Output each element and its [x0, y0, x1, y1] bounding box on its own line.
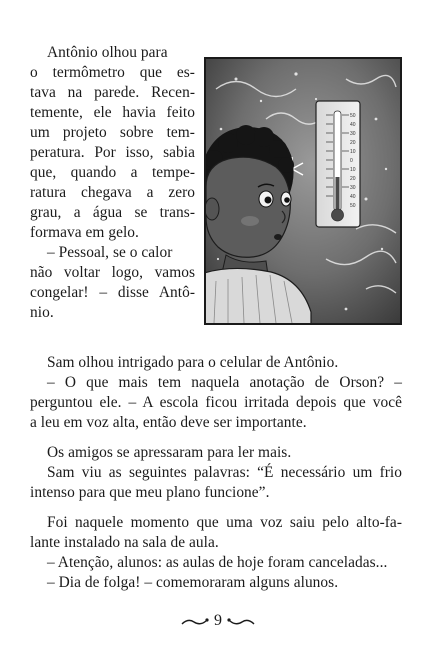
page-number: 9: [214, 612, 222, 629]
text-line: Foi naquele momento que uma voz saiu pelo alto-fa-: [47, 514, 402, 531]
text-line: – O que mais tem naquela anotação de Orson? –: [47, 374, 402, 391]
text-line: formava em gelo.: [30, 224, 139, 241]
text-line: o termômetro que es-: [30, 64, 195, 81]
right-ornament-icon: [226, 616, 256, 628]
text-line: Sam olhou intrigado para o celular de Antônio.: [47, 354, 339, 371]
text-line: peratura. Por isso, sabia: [30, 144, 195, 161]
thermo-label: 0: [350, 158, 353, 164]
text-line: – Dia de folga! – comemoraram alguns alunos.: [47, 574, 339, 591]
text-line: temente, ele havia feito: [30, 104, 195, 121]
text-line: – Pessoal, se o calor: [47, 244, 173, 261]
illustration-antonio-thermometer: [204, 57, 402, 325]
text-line: lante instalado na sala de aula.: [30, 534, 219, 551]
thermo-label: 20: [350, 176, 356, 182]
page-footer: [0, 612, 436, 640]
thermo-label: 10: [350, 167, 356, 173]
text-line: – Atenção, alunos: as aulas de hoje foram canceladas...: [47, 554, 388, 571]
text-line: tava na parede. Recen-: [30, 84, 195, 101]
text-line: Sam viu as seguintes palavras: “É necessário um frio: [47, 464, 402, 481]
text-line: intenso para que meu plano funcione”.: [30, 484, 270, 501]
text-line: não voltar logo, vamos: [30, 264, 195, 281]
thermo-label: 40: [350, 194, 356, 200]
thermo-label: 40: [350, 122, 356, 128]
thermo-label: 50: [350, 113, 356, 119]
text-line: a leu em voz alta, então deve ser importante.: [30, 414, 307, 431]
thermo-label: 10: [350, 149, 356, 155]
thermo-label: 30: [350, 131, 356, 137]
thermo-label: 50: [350, 203, 356, 209]
text-line: Os amigos se apressaram para ler mais.: [47, 444, 292, 461]
text-line: Antônio olhou para: [47, 44, 168, 61]
text-line: ratura chegava a zero: [30, 184, 195, 201]
left-ornament-icon: [180, 616, 210, 628]
text-line: congelar! – disse Antô-: [30, 284, 195, 301]
text-line: grau, a água se trans-: [30, 204, 195, 221]
thermo-label: 20: [350, 140, 356, 146]
text-line: um projeto sobre tem-: [30, 124, 195, 141]
thermometer-icon: [316, 101, 360, 227]
thermo-label: 30: [350, 185, 356, 191]
text-line: perguntou ele. – A escola ficou irritada depois que você: [30, 394, 402, 411]
text-line: que, quando a tempe-: [30, 164, 195, 181]
text-line: nio.: [30, 304, 54, 321]
illustration-art: [206, 59, 400, 323]
